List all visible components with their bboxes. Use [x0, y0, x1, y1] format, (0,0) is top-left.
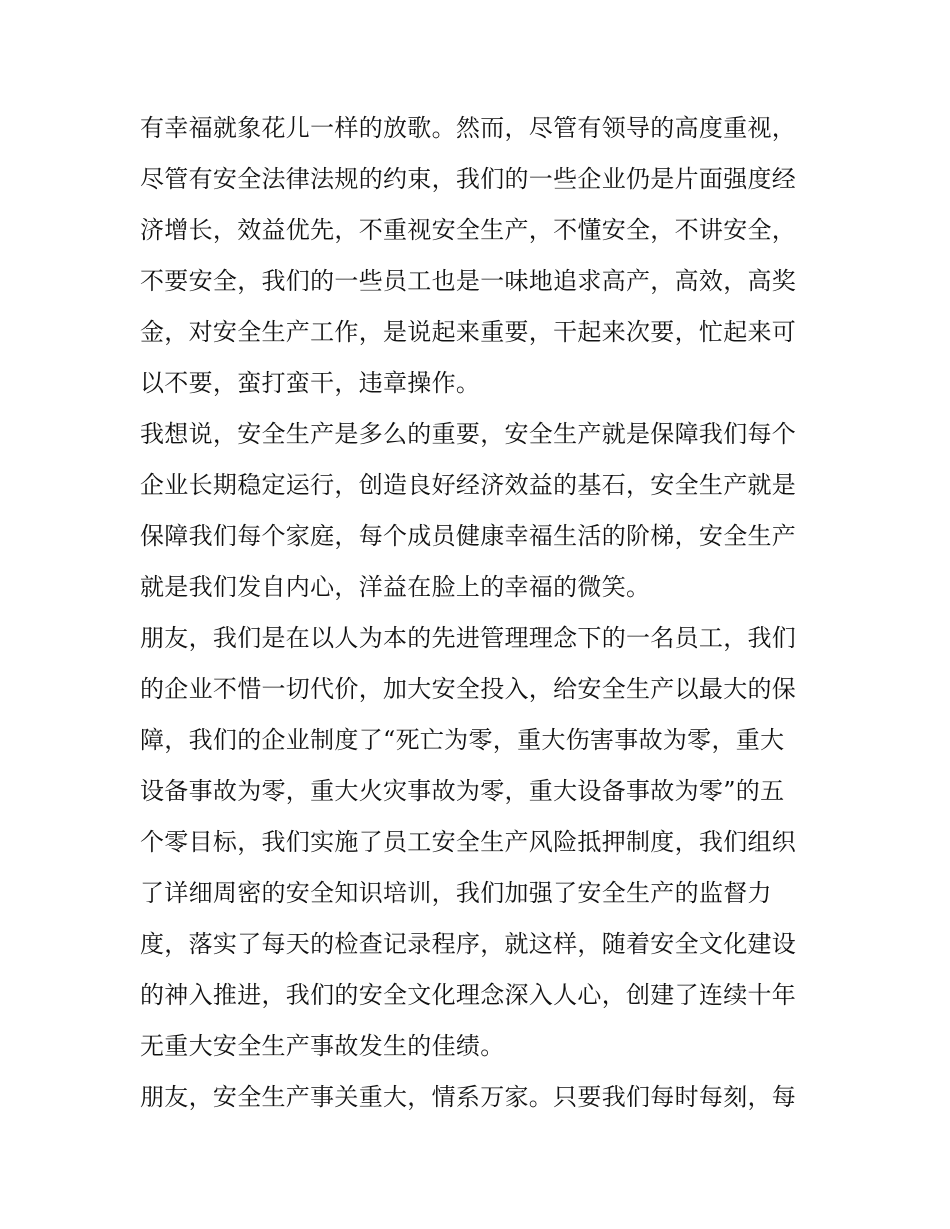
text-line: 我想说，安全生产是多么的重要，安全生产就是保障我们每个	[140, 420, 797, 448]
text-line: 以不要，蛮打蛮干，违章操作。	[140, 369, 481, 397]
text-line: 无重大安全生产事故发生的佳绩。	[140, 1032, 505, 1060]
text-line: 个零目标，我们实施了员工安全生产风险抵押制度，我们组织	[140, 828, 797, 856]
text-line: 设备事故为零，重大火灾事故为零，重大设备事故为零”的五	[140, 777, 785, 805]
text-line: 的神入推进，我们的安全文化理念深入人心，创建了连续十年	[140, 981, 797, 1009]
text-line: 企业长期稳定运行，创造良好经济效益的基石，安全生产就是	[140, 471, 797, 499]
text-line: 不要安全，我们的一些员工也是一味地追求高产，高效，高奖	[140, 267, 797, 295]
text-line: 朋友，安全生产事关重大，情系万家。只要我们每时每刻，每	[140, 1083, 797, 1111]
text-line: 了详细周密的安全知识培训，我们加强了安全生产的监督力	[140, 879, 772, 907]
text-line: 保障我们每个家庭，每个成员健康幸福生活的阶梯，安全生产	[140, 522, 797, 550]
text-line: 尽管有安全法律法规的约束，我们的一些企业仍是片面强度经	[140, 165, 797, 193]
text-line: 朋友，我们是在以人为本的先进管理理念下的一名员工，我们	[140, 624, 797, 652]
text-line: 金，对安全生产工作，是说起来重要，干起来次要，忙起来可	[140, 318, 797, 346]
text-line: 度，落实了每天的检查记录程序，就这样，随着安全文化建设	[140, 930, 797, 958]
text-line: 的企业不惜一切代价，加大安全投入，给安全生产以最大的保	[140, 675, 797, 703]
text-line: 济增长，效益优先，不重视安全生产，不懂安全，不讲安全，	[140, 216, 797, 244]
text-line: 有幸福就象花儿一样的放歌。然而，尽管有领导的高度重视，	[140, 114, 797, 142]
body-text	[140, 103, 820, 1123]
text-line: 障，我们的企业制度了“死亡为零，重大伤害事故为零，重大	[140, 726, 785, 754]
text-line: 就是我们发自内心，洋益在脸上的幸福的微笑。	[140, 573, 651, 601]
